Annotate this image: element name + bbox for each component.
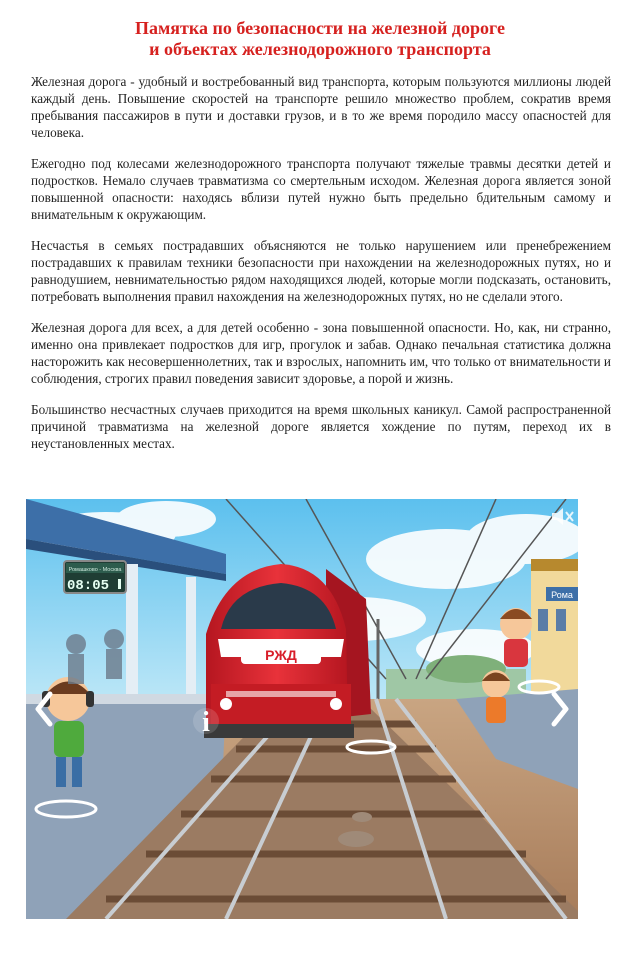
paragraph-1: Железная дорога - удобный и востребованный вид транспорта, которым пользуются миллионы людей каждый день. Повышение скоростей на транспорте решило множество проблем, сократив время пребывания пассажиров в пути и доставки грузов, и в то же время породило массу опасностей для человека.	[31, 74, 611, 140]
svg-text:i: i	[202, 707, 210, 738]
article-body	[31, 73, 611, 466]
station-sign-text: Ромашково - Москва	[68, 567, 122, 573]
paragraph-2: Ежегодно под колесами железнодорожного транспорта получают тяжелые травмы десятки детей и подростков. Немало случаев травматизма со смертельным исходом. Железная дорога является зоной повышенной опасности: находясь вблизи путей нужно быть предельно бдительным самому и внимательным к окружающим.	[31, 156, 611, 222]
paragraph-3: Несчастья в семьях пострадавших объясняются не только нарушением или пренебрежением пострадавших к правилам техники безопасности при нахождении на железнодорожных путях, но и равнодушием, невнимательностью рядом находящихся людей, которые могли подсказать, остановить, потребовать выполнения правил нахождения на железнодорожных путях, но не сделали этого.	[31, 238, 611, 304]
illustration-canvas	[26, 499, 578, 919]
paragraph-4: Железная дорога для всех, а для детей особенно - зона повышенной опасности. Но, как, ни странно, именно она привлекает подростков для игр, прогулок и забав. Однако печальная статистика должна насторожить как несовершеннолетних, так и взрослых, напомнить им, что только от внимательности и соблюдения, строгих правил поведения зависит здоровье, а порой и жизнь.	[31, 320, 611, 386]
clock-time: 08:05	[66, 578, 110, 594]
title-line-1: Памятка по безопасности на железной дороге	[135, 18, 505, 38]
building-sign: Рома	[551, 590, 573, 600]
train-logo: РЖД	[265, 647, 297, 663]
railway-illustration	[26, 499, 578, 919]
page-title	[0, 18, 640, 60]
train	[204, 564, 371, 738]
station-building-right	[531, 559, 578, 699]
canopy-pillar	[186, 577, 196, 697]
title-line-2: и объектах железнодорожного транспорта	[149, 39, 491, 59]
paragraph-5: Большинство несчастных случаев приходится на время школьных каникул. Самой распространенной причиной травматизма на железной дороге является хождение по путям, переход их в неустановленных местах.	[31, 402, 611, 451]
station-clock	[64, 561, 126, 594]
